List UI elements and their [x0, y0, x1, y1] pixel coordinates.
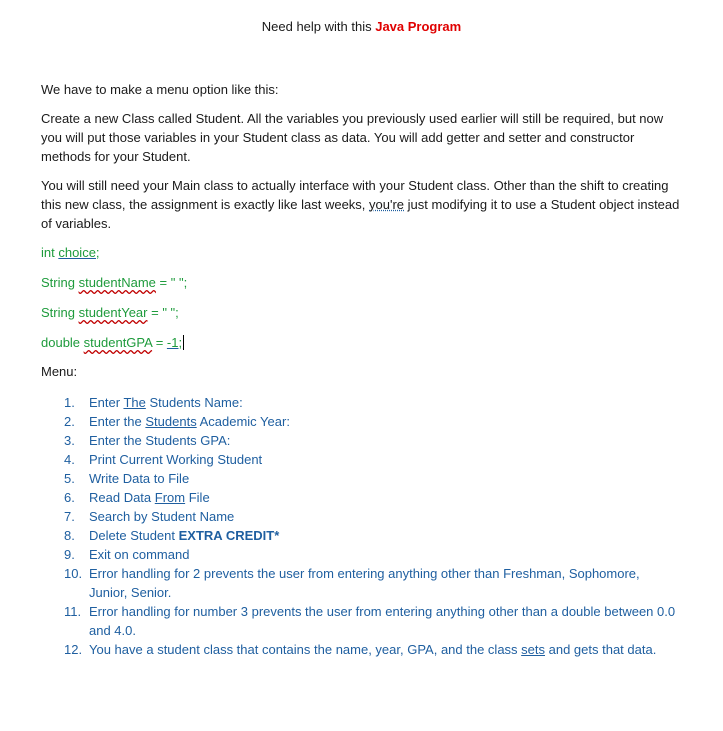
code-type: int: [41, 245, 59, 260]
item-text: Academic Year:: [196, 414, 290, 429]
item-text: Enter: [89, 395, 124, 410]
code-line-choice: [41, 245, 100, 260]
code-var-name: studentYear: [78, 305, 148, 320]
item-underlined: sets: [521, 642, 545, 657]
page-title: [0, 19, 723, 34]
title-highlight: Java Program: [375, 19, 462, 34]
item-underlined: From: [154, 490, 186, 505]
item-text: and gets that data.: [545, 642, 657, 657]
list-item: [41, 507, 681, 526]
item-text: You have a student class that contains the name, year, GPA, and the class: [89, 642, 522, 657]
list-item: [41, 488, 681, 507]
list-item: [41, 412, 681, 431]
item-bold: EXTRA CREDIT*: [178, 528, 280, 543]
list-number: 4.: [64, 452, 75, 467]
menu-list: [41, 393, 681, 659]
intro-text: We have to make a menu option like this:: [41, 82, 279, 97]
item-text: Write Data to File: [89, 471, 190, 486]
list-number: 10.: [64, 566, 83, 581]
menu-label: Menu:: [41, 364, 78, 379]
title-prefix: Need help with this: [261, 19, 376, 34]
list-number: 9.: [64, 547, 75, 562]
code-line-student-gpa: [41, 335, 184, 350]
paragraph-main-after: just modifying it to use a Student object instead of variables.: [41, 197, 680, 231]
item-text: Error handling for number 3 prevents the user from entering anything other than a double between 0.0 and 4.0.: [89, 604, 676, 638]
list-item: [41, 526, 681, 545]
item-text: Search by Student Name: [89, 509, 235, 524]
list-number: 5.: [64, 471, 75, 486]
paragraph-main-underlined: you're: [369, 197, 405, 212]
paragraph-main-class: [41, 176, 681, 233]
code-type: String: [41, 305, 79, 320]
item-text: Print Current Working Student: [89, 452, 263, 467]
item-underlined: Students: [145, 414, 197, 429]
list-number: 8.: [64, 528, 75, 543]
item-text: Enter the: [89, 414, 146, 429]
list-number: 1.: [64, 395, 75, 410]
text-cursor: [183, 335, 184, 350]
list-number: 2.: [64, 414, 75, 429]
item-underlined: The: [123, 395, 146, 410]
list-number: 12.: [64, 642, 83, 657]
item-text: Students Name:: [145, 395, 243, 410]
code-value: -1;: [166, 335, 183, 350]
code-var-name: studentName: [78, 275, 156, 290]
code-line-student-name: [41, 275, 187, 290]
list-item: [41, 564, 681, 602]
item-text: File: [185, 490, 210, 505]
list-item: [41, 602, 681, 640]
list-item: [41, 469, 681, 488]
list-item: [41, 450, 681, 469]
code-type: double: [41, 335, 84, 350]
code-rest: = " ";: [155, 275, 188, 290]
item-text: Error handling for 2 prevents the user from entering anything other than Freshman, Sophomore, Junior, Senior.: [89, 566, 640, 600]
list-item: [41, 545, 681, 564]
code-rest: =: [152, 335, 167, 350]
item-text: Exit on command: [89, 547, 190, 562]
item-text: Delete Student: [89, 528, 179, 543]
list-number: 7.: [64, 509, 75, 524]
list-number: 6.: [64, 490, 75, 505]
code-type: String: [41, 275, 79, 290]
item-text: Enter the Students GPA:: [89, 433, 231, 448]
list-number: 3.: [64, 433, 75, 448]
list-item: [41, 640, 681, 659]
list-item: [41, 431, 681, 450]
list-number: 11.: [64, 604, 82, 619]
code-var-name: choice;: [58, 245, 100, 260]
paragraph-student-class: Create a new Class called Student. All the variables you previously used earlier will still be required, but now you will put those variables in your Student class as data. You will add getter and setter and constructor methods for your Student.: [41, 111, 664, 164]
code-line-student-year: [41, 305, 179, 320]
item-text: Read Data: [89, 490, 155, 505]
list-item: [41, 393, 681, 412]
code-rest: = " ";: [147, 305, 179, 320]
code-var-name: studentGPA: [83, 335, 153, 350]
paragraph-main-before: You will still need your Main class to actually interface with your Student class. Other than the shift to creating this new class, the assignment is exactly like last weeks,: [41, 178, 669, 212]
